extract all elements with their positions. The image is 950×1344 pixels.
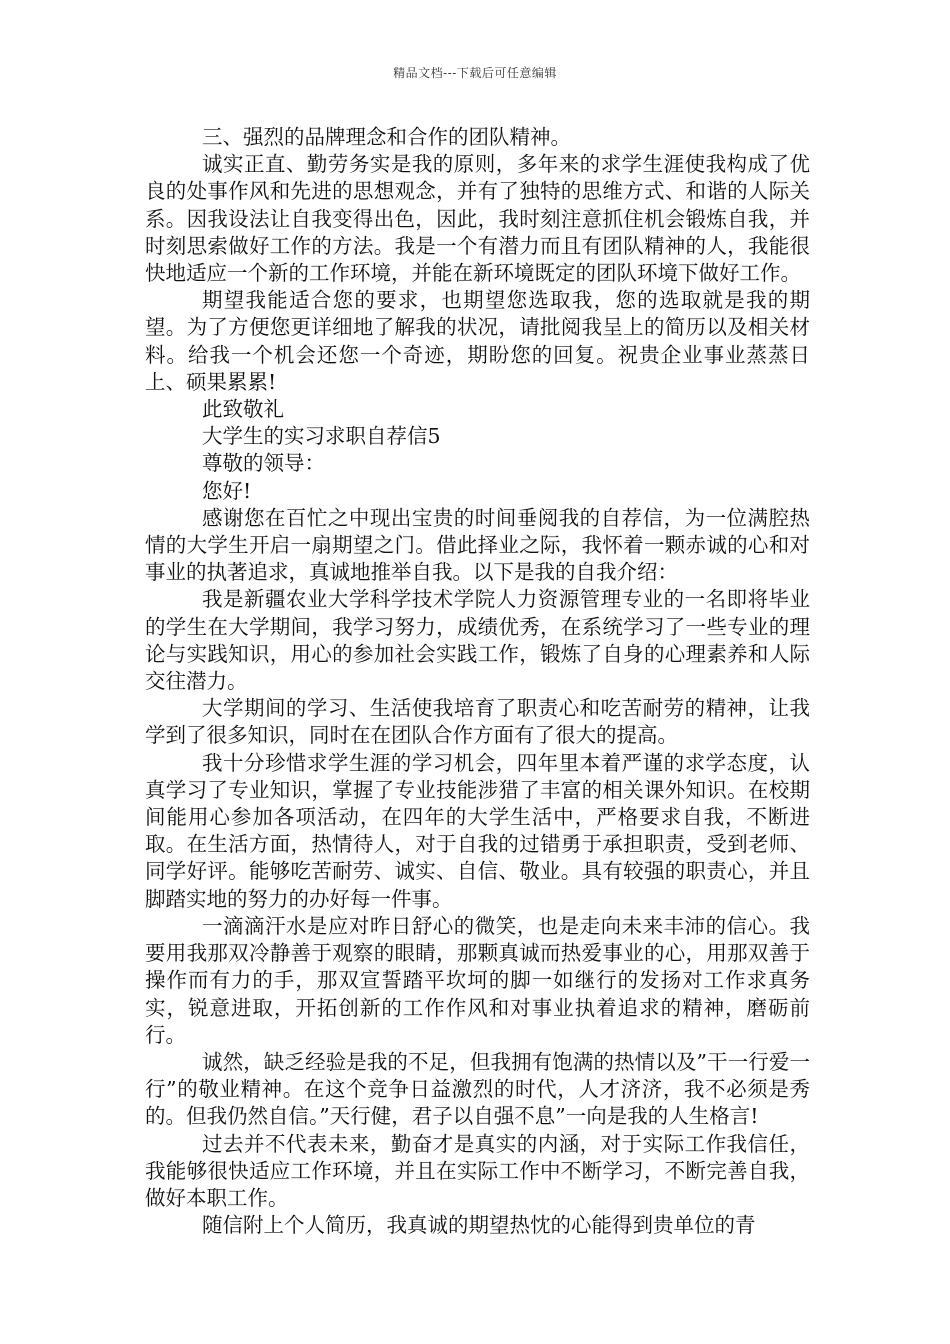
- letter-hello: 您好!: [202, 478, 252, 503]
- section-heading: 三、强烈的品牌理念和合作的团队精神。: [202, 125, 571, 149]
- paragraph: 感谢您在百忙之中现出宝贵的时间垂阅我的自荐信，为一位满腔热情的大学生开启一扇期望之门。借此择业之际，我怀着一颗赤诚的心和对事业的执著追求，真诚地推举自我。以下是我的自我介绍：: [145, 505, 810, 585]
- closing-salutation: 此致敬礼: [202, 397, 284, 422]
- paragraph: 一滴滴汗水是应对昨日舒心的微笑，也是走向未来丰沛的信心。我要用我那双冷静善于观察的眼睛，那颗真诚而热爱事业的心，用那双善于操作而有力的手，那双宣誓踏平坎坷的脚一如继行的发扬对工作求真务实，锐意进取，开拓创新的工作作风和对事业执着追求的精神，磨砺前行。: [145, 913, 810, 1047]
- letter-greeting: 尊敬的领导：: [202, 451, 325, 476]
- paragraph-truncated: 随信附上个人简历，我真诚的期望热忱的心能得到贵单位的青: [202, 1213, 756, 1238]
- document-body: [145, 124, 810, 1239]
- paragraph: 诚实正直、勤劳务实是我的原则，多年来的求学生涯使我构成了优良的处事作风和先进的思想观念，并有了独特的思维方式、和谐的人际关系。因我设法让自我变得出色，因此，我时刻注意抓住机会锻炼自我，并时刻思索做好工作的方法。我是一个有潜力而且有团队精神的人，我能很快地适应一个新的工作环境，并能在新环境既定的团队环境下做好工作。: [145, 152, 810, 286]
- paragraph: 期望我能适合您的要求，也期望您选取我，您的选取就是我的期望。为了方便您更详细地了解我的状况，请批阅我呈上的简历以及相关材料。给我一个机会还您一个奇迹，期盼您的回复。祝贵企业事业蒸蒸日上、硕果累累!: [145, 288, 810, 394]
- paragraph: 过去并不代表未来，勤奋才是真实的内涵，对于实际工作我信任，我能够很快适应工作环境，并且在实际工作中不断学习，不断完善自我，做好本职工作。: [145, 1131, 810, 1210]
- paragraph: 我是新疆农业大学科学技术学院人力资源管理专业的一名即将毕业的学生在大学期间，我学习努力，成绩优秀，在系统学习了一些专业的理论与实践知识，用心的参加社会实践工作，锻炼了自身的心理素养和人际交往潜力。: [145, 587, 810, 694]
- letter-title: 大学生的实习求职自荐信5: [202, 424, 441, 449]
- paragraph: 诚然，缺乏经验是我的不足，但我拥有饱满的热情以及”干一行爱一行”的敬业精神。在这个竞争日益激烈的时代，人才济济，我不必须是秀的。但我仍然自信。”天行健，君子以自强不息”一向是我的人生格言!: [145, 1049, 810, 1129]
- paragraph: 我十分珍惜求学生涯的学习机会，四年里本着严谨的求学态度，认真学习了专业知识，掌握了专业技能涉猎了丰富的相关课外知识。在校期间能用心参加各项活动，在四年的大学生活中，严格要求自我，不断进取。在生活方面，热情待人，对于自我的过错勇于承担职责，受到老师、同学好评。能够吃苦耐劳、诚实、自信、敬业。具有较强的职责心，并且脚踏实地的努力的办好每一件事。: [145, 750, 810, 911]
- paragraph: 大学期间的学习、生活使我培育了职责心和吃苦耐劳的精神，让我学到了很多知识，同时在在团队合作方面有了很大的提高。: [145, 696, 810, 748]
- page-header-watermark: 精品文档---下载后可任意编辑: [393, 66, 557, 80]
